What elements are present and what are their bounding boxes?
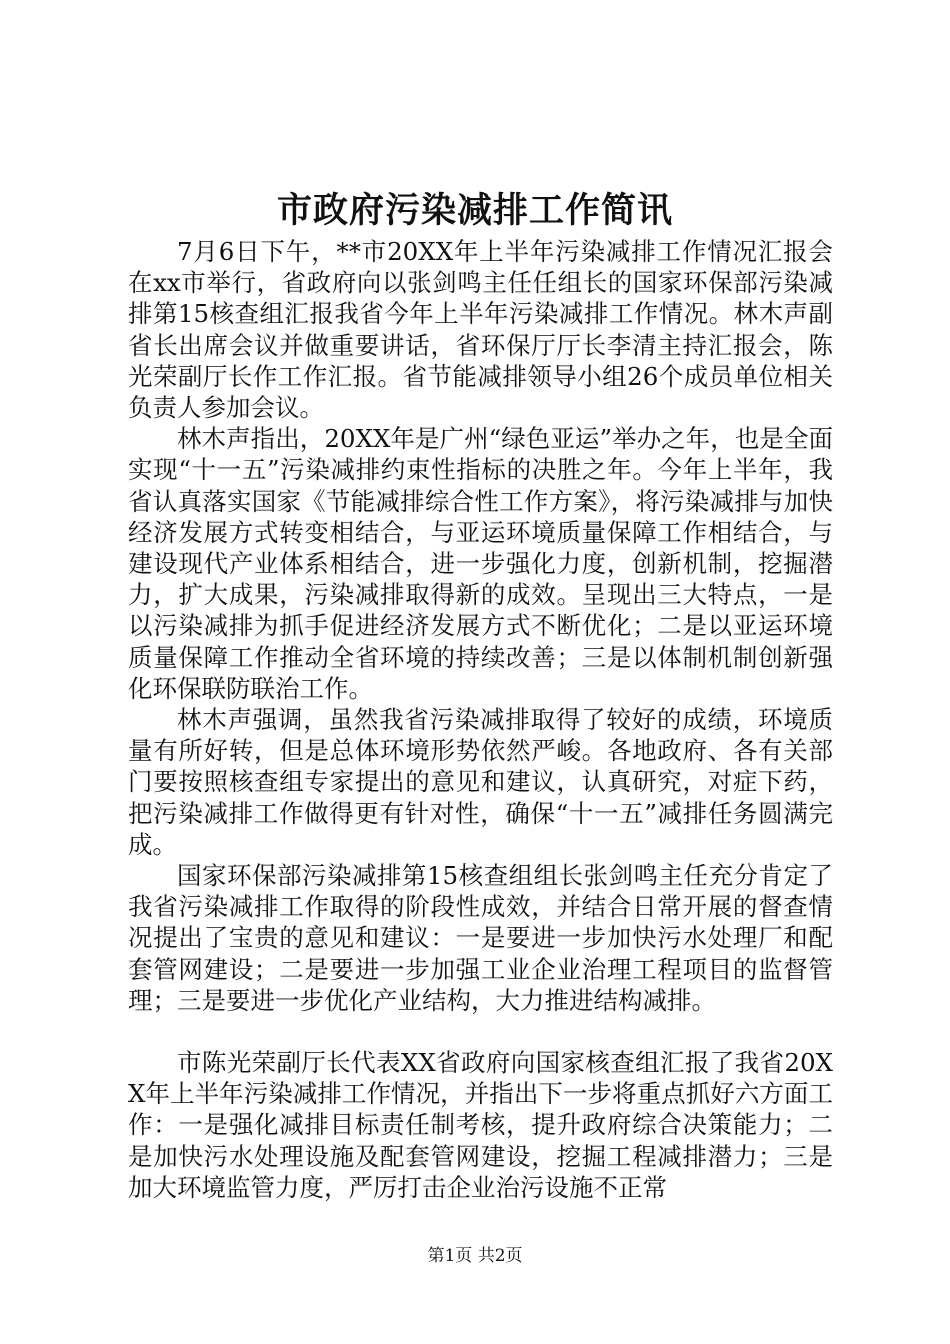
paragraph-1: 7月6日下午，**市20XX年上半年污染减排工作情况汇报会在xx市举行，省政府向以张剑鸣主任任组长的国家环保部污染减排第15核查组汇报我省今年上半年污染减排工作情况。林木声副省长出席会议并做重要讲话，省环保厅厅长李清主持汇报会，陈光荣副厅长作工作汇报。省节能减排领导小组26个成员单位相关负责人参加会议。 (128, 237, 833, 423)
paragraph-5: 市陈光荣副厅长代表XX省政府向国家核查组汇报了我省20XX年上半年污染减排工作情况，并指出下一步将重点抓好六方面工作：一是强化减排目标责任制考核，提升政府综合决策能力；二是加快污水处理设施及配套管网建设，挖掘工程减排潜力；三是加大环境监管力度，严厉打击企业治污设施不正常 (128, 1048, 833, 1202)
paragraph-4: 国家环保部污染减排第15核查组组长张剑鸣主任充分肯定了我省污染减排工作取得的阶段性成效，并结合日常开展的督查情况提出了宝贵的意见和建议：一是要进一步加快污水处理厂和配套管网建设；二是要进一步加强工业企业治理工程项目的监督管理；三是要进一步优化产业结构，大力推进结构减排。 (128, 861, 833, 1015)
paragraph-3: 林木声强调，虽然我省污染减排取得了较好的成绩，环境质量有所好转，但是总体环境形势依然严峻。各地政府、各有关部门要按照核查组专家提出的意见和建议，认真研究，对症下药，把污染减排工作做得更有针对性，确保“十一五”减排任务圆满完成。 (128, 705, 833, 859)
document-body (128, 236, 833, 1203)
document-title: 市政府污染减排工作简讯 (276, 190, 673, 231)
paragraph-2: 林木声指出，20XX年是广州“绿色亚运”举办之年，也是全面实现“十一五”污染减排约束性指标的决胜之年。今年上半年，我省认真落实国家《节能减排综合性工作方案》，将污染减排与加快经济发展方式转变相结合，与亚运环境质量保障工作相结合，与建设现代产业体系相结合，进一步强化力度，创新机制，挖掘潜力，扩大成果，污染减排取得新的成效。呈现出三大特点，一是以污染减排为抓手促进经济发展方式不断优化；二是以亚运环境质量保障工作推动全省环境的持续改善；三是以体制机制创新强化环保联防联治工作。 (128, 424, 833, 703)
page-number-footer: 第1页 共2页 (427, 1246, 523, 1266)
